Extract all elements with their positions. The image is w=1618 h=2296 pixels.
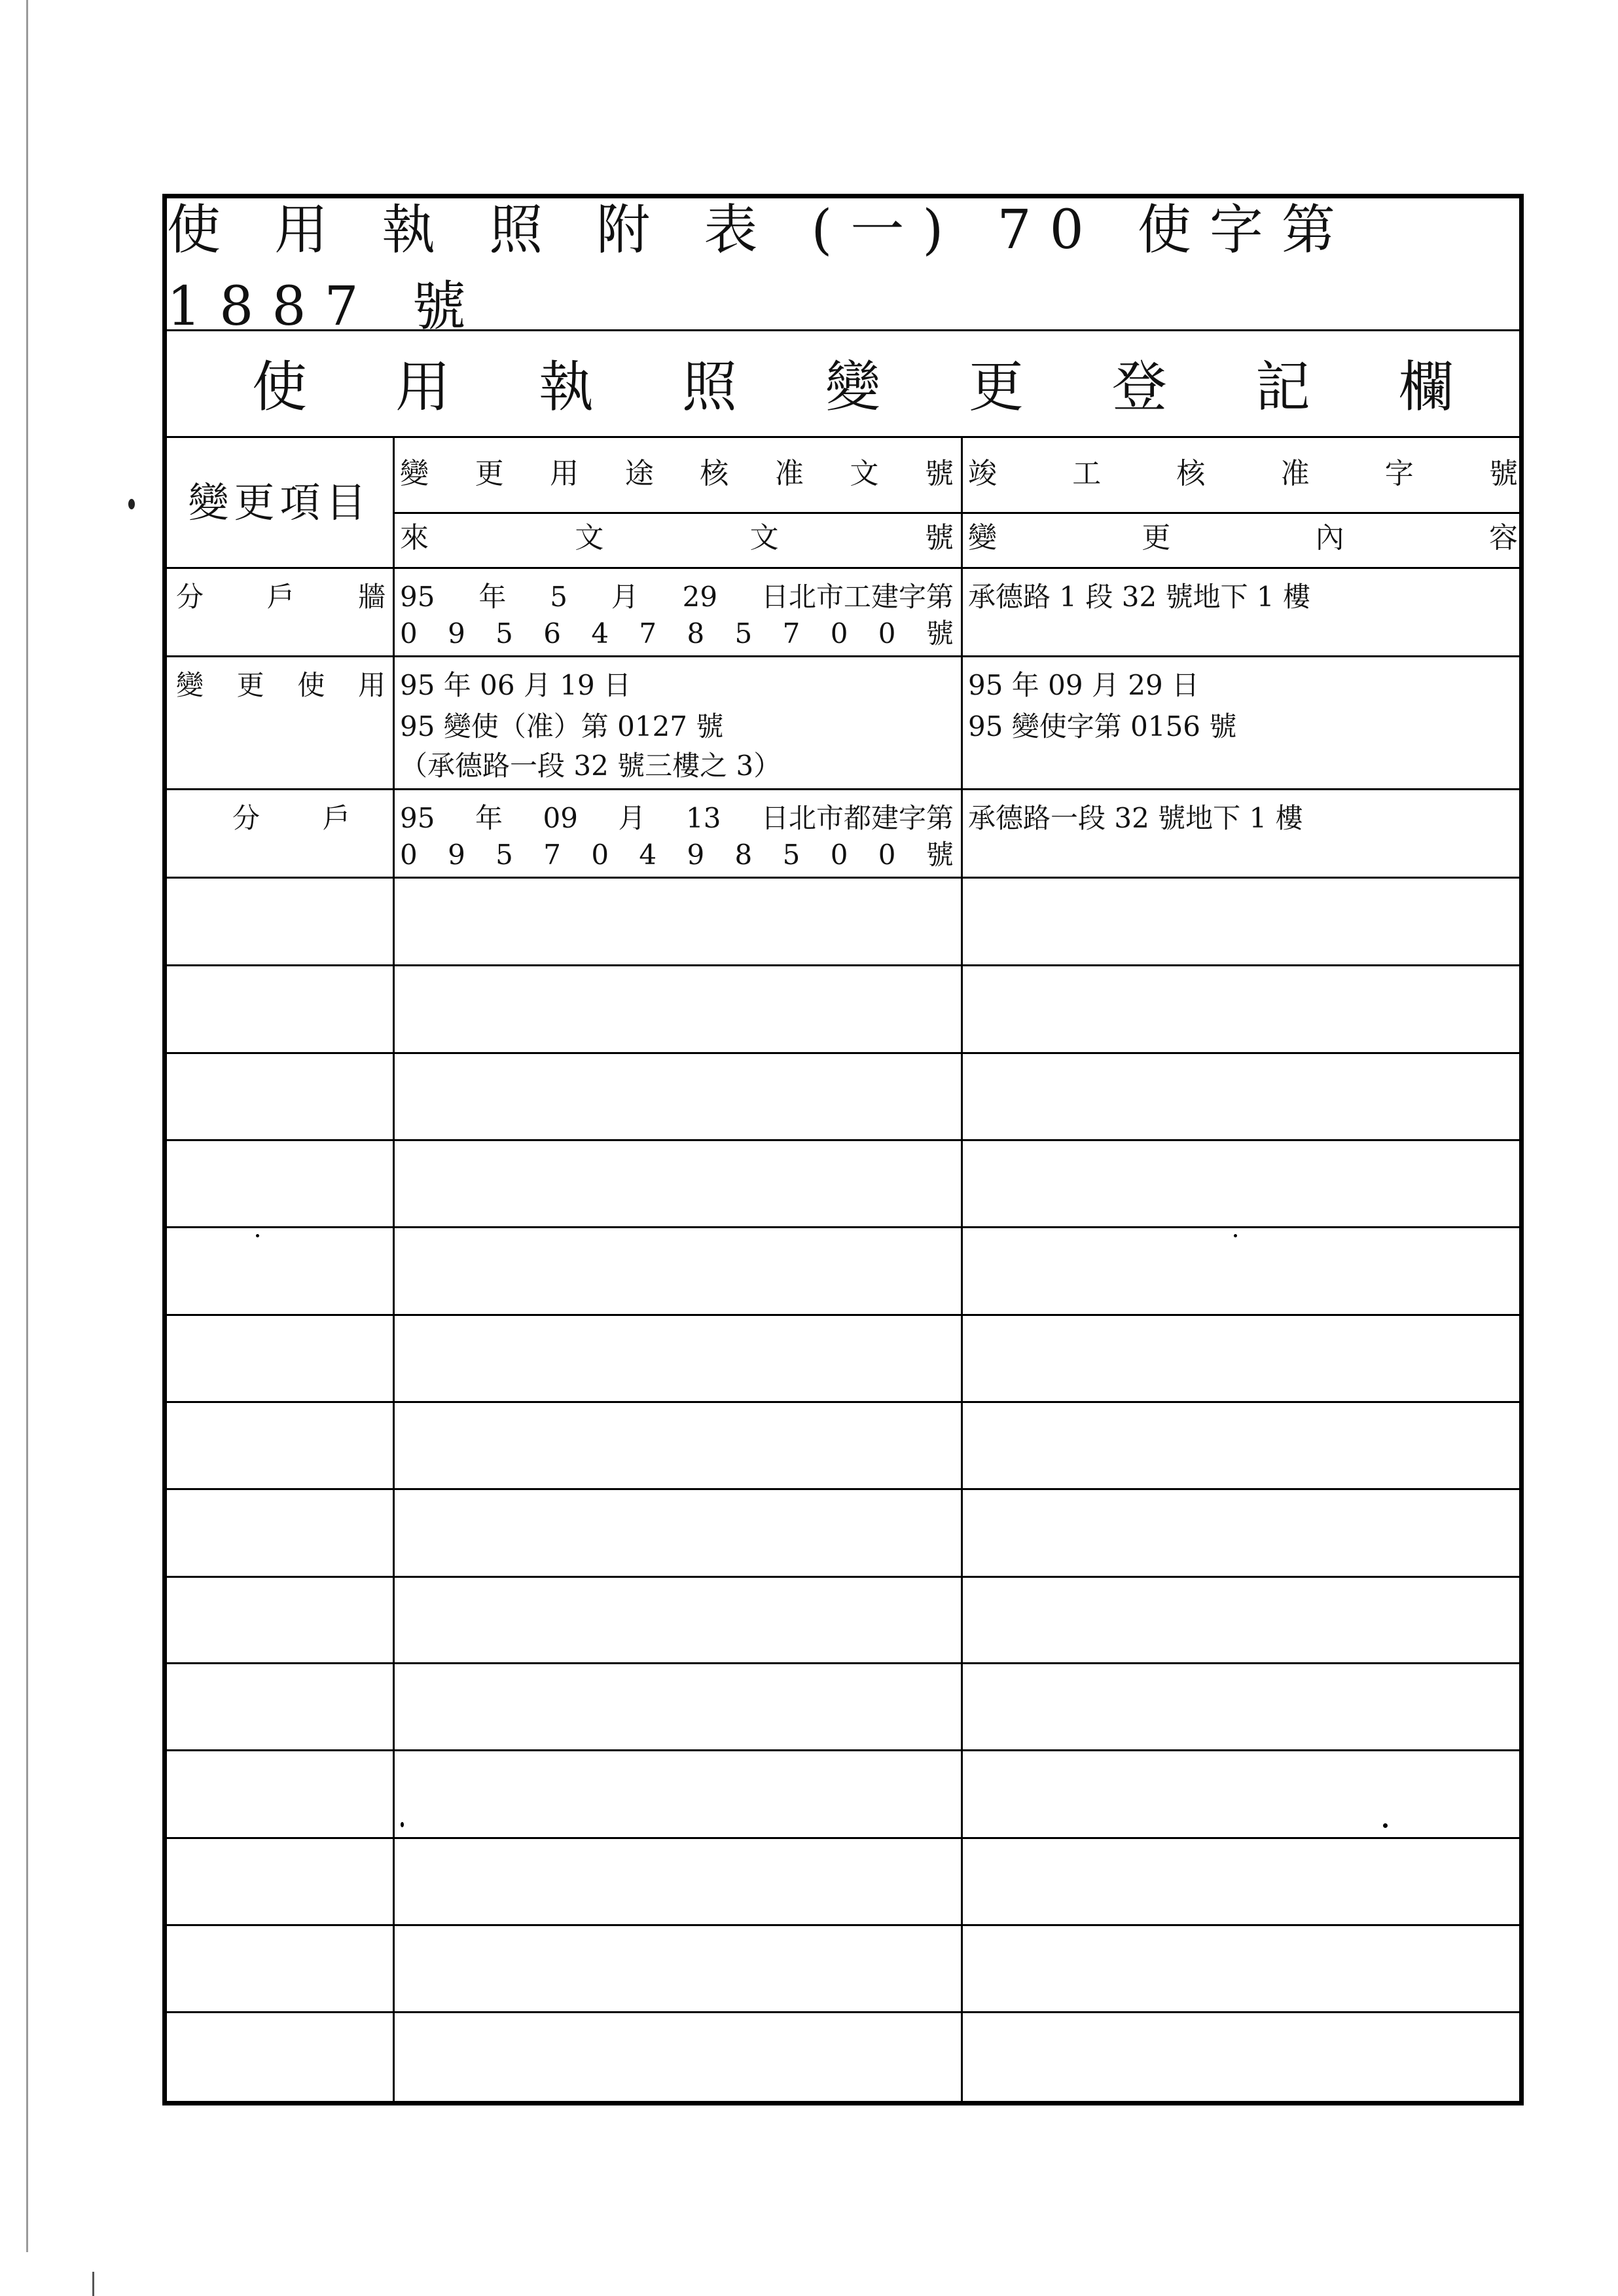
column-divider: [961, 438, 963, 2105]
row-divider: [167, 1749, 1519, 1751]
header-char: 途: [624, 457, 654, 490]
doc-token: 95: [400, 802, 435, 834]
doc-digit: 4: [591, 617, 609, 649]
row-divider: [167, 1662, 1519, 1664]
subtitle-char: 執: [538, 355, 594, 419]
row-divider: [167, 964, 1519, 966]
row-divider: [167, 1924, 1519, 1926]
header-char: 變: [400, 457, 429, 490]
item-char: 變: [176, 669, 204, 701]
doc-digit: 9: [448, 839, 465, 871]
item-char: 分: [176, 581, 204, 613]
registration-grid: [167, 438, 1519, 2105]
header-char: 更: [1142, 521, 1171, 555]
header-char: 變: [968, 521, 997, 555]
doc-token: 5: [550, 581, 567, 613]
row-2-content-line-1: 95 年 09 月 29 日: [968, 669, 1200, 701]
doc-token: 13: [686, 802, 721, 834]
page-binding-edge: [26, 0, 28, 2252]
form-subtitle: [167, 329, 1519, 438]
row-2-item: [176, 664, 386, 707]
row-2-doc-line-3: （承德路一段 32 號三樓之 3）: [400, 750, 782, 782]
row-3-change-content: 承德路一段 32 號地下 1 樓: [968, 802, 1303, 834]
row-1-doc-line-2: [400, 612, 954, 655]
header-char: 准: [774, 457, 804, 490]
subtitle-char: 欄: [1398, 355, 1454, 419]
row-divider: [393, 512, 1519, 514]
header-char: 號: [924, 457, 954, 490]
header-char: 號: [1488, 457, 1518, 490]
scan-speck: [1234, 1234, 1237, 1237]
doc-token: 09: [543, 802, 578, 834]
header-char: 來: [400, 521, 429, 555]
doc-token: 日北市工建字第: [761, 581, 954, 613]
doc-digit: 0: [830, 839, 848, 871]
subtitle-char: 變: [825, 355, 880, 419]
item-char: 戶: [266, 581, 295, 613]
doc-digit: 0: [878, 839, 896, 871]
header-char: 文: [850, 457, 879, 490]
row-divider: [167, 2011, 1519, 2013]
scan-speck: [92, 2272, 94, 2296]
header-char: 竣: [968, 457, 997, 490]
doc-token: 29: [682, 581, 718, 613]
doc-digit: 號: [926, 617, 954, 649]
header-char: 准: [1280, 457, 1310, 490]
header-char: 文: [749, 521, 779, 555]
row-1-change-content: 承德路 1 段 32 號地下 1 樓: [968, 581, 1310, 613]
item-char: 用: [357, 669, 386, 701]
scan-speck: [128, 499, 135, 509]
doc-digit: 7: [543, 839, 561, 871]
row-1-item: [176, 575, 386, 619]
subtitle-char: 登: [1111, 355, 1167, 419]
doc-digit: 8: [687, 617, 705, 649]
doc-digit: 號: [926, 839, 954, 871]
doc-token: 月: [611, 581, 639, 613]
row-3-item: [232, 797, 350, 840]
row-divider: [167, 567, 1519, 569]
header-char: 文: [575, 521, 604, 555]
row-3-doc-line-2: [400, 833, 954, 877]
doc-token: 年: [475, 802, 503, 834]
row-divider: [167, 877, 1519, 879]
doc-digit: 9: [687, 839, 705, 871]
doc-digit: 5: [734, 617, 753, 649]
form-title: 使 用 執 照 附 表 (一) 70 使字第 1887 號: [167, 198, 1519, 331]
header-char: 用: [550, 457, 579, 490]
row-2-doc-line-2: 95 變使（准）第 0127 號: [400, 710, 724, 742]
doc-token: 月: [618, 802, 646, 834]
scan-speck: [256, 1234, 259, 1237]
item-char: 更: [236, 669, 264, 701]
doc-digit: 5: [782, 839, 800, 871]
header-change-content: [968, 517, 1518, 562]
header-char: 核: [1176, 457, 1206, 490]
doc-digit: 0: [878, 617, 896, 649]
row-divider: [167, 1052, 1519, 1054]
item-char: 使: [297, 669, 325, 701]
doc-digit: 0: [830, 617, 848, 649]
doc-token: 年: [478, 581, 507, 613]
doc-digit: 0: [400, 617, 418, 649]
row-divider: [167, 788, 1519, 790]
doc-digit: 0: [591, 839, 609, 871]
header-char: 核: [700, 457, 729, 490]
doc-digit: 5: [495, 617, 513, 649]
row-2-content-line-2: 95 變使字第 0156 號: [968, 710, 1237, 742]
subtitle-char: 照: [681, 355, 737, 419]
doc-token: 日北市都建字第: [761, 802, 954, 834]
header-completion-approval-no: [968, 452, 1518, 498]
doc-digit: 7: [782, 617, 800, 649]
header-char: 工: [1072, 457, 1102, 490]
header-char: 容: [1488, 521, 1518, 555]
scan-speck: [1383, 1823, 1388, 1828]
license-attachment-form: [162, 194, 1524, 2105]
doc-digit: 6: [543, 617, 561, 649]
row-divider: [167, 655, 1519, 657]
doc-digit: 7: [639, 617, 657, 649]
row-2-doc-line-1: 95 年 06 月 19 日: [400, 669, 632, 701]
row-divider: [167, 1488, 1519, 1490]
doc-digit: 5: [495, 839, 513, 871]
header-char: 字: [1384, 457, 1414, 490]
header-change-use-approval-no: [400, 452, 954, 498]
row-divider: [167, 1139, 1519, 1141]
header-char: 更: [475, 457, 504, 490]
doc-digit: 4: [639, 839, 657, 871]
row-divider: [167, 1401, 1519, 1403]
doc-digit: 8: [734, 839, 753, 871]
row-divider: [167, 1226, 1519, 1228]
subtitle-char: 使: [252, 355, 308, 419]
doc-digit: 9: [448, 617, 465, 649]
subtitle-char: 記: [1255, 355, 1310, 419]
column-divider: [393, 438, 395, 2105]
header-char: 號: [924, 521, 954, 555]
item-char: 戶: [322, 802, 350, 834]
doc-digit: 0: [400, 839, 418, 871]
header-incoming-doc-no: [400, 517, 954, 562]
subtitle-char: 用: [395, 355, 450, 419]
item-char: 分: [232, 802, 261, 834]
row-divider: [167, 1837, 1519, 1839]
row-divider: [167, 1576, 1519, 1578]
doc-token: 95: [400, 581, 435, 613]
header-change-item: 變更項目: [188, 478, 372, 526]
subtitle-char: 更: [968, 355, 1024, 419]
row-divider: [167, 1314, 1519, 1316]
item-char: 牆: [357, 581, 386, 613]
scan-speck: [401, 1822, 404, 1827]
header-char: 內: [1315, 521, 1344, 555]
